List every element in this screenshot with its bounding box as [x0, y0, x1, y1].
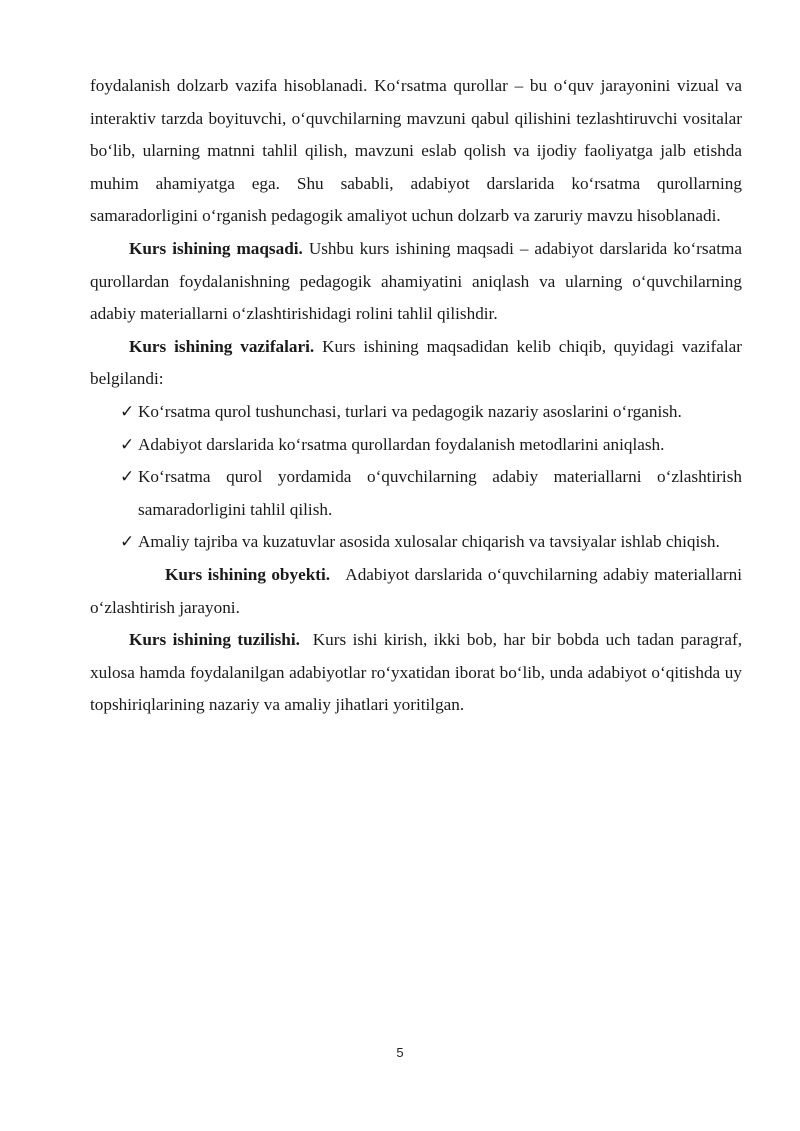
task-item-text: Ko‘rsatma qurol tushunchasi, turlari va pedagogik nazariy asoslarini o‘rganish. [138, 401, 682, 421]
body-text [90, 70, 747, 722]
checkmark-icon: ✓ [120, 532, 135, 553]
tasks-text: Kurs ishining maqsadidan kelib chiqib, quyidagi vazifalar belgilandi: [90, 336, 743, 389]
tasks-paragraph [90, 331, 742, 396]
goal-paragraph [90, 233, 742, 331]
page-number: 5 [396, 1045, 404, 1060]
task-item-text: Ko‘rsatma qurol yordamida o‘quvchilarning adabiy materiallarni o‘zlashtirish samaradorligini tahlil qilish. [138, 467, 742, 519]
object-text: Adabiyot darslarida o‘quvchilarning adabiy materiallarni o‘zlashtirish jarayoni. [90, 564, 747, 617]
list-item [90, 396, 742, 429]
task-item-text: Amaliy tajriba va kuzatuvlar asosida xulosalar chiqarish va tavsiyalar ishlab chiqish. [138, 532, 720, 552]
structure-heading: Kurs ishining tuzilishi. [129, 630, 300, 650]
list-item [90, 429, 742, 462]
task-list [90, 396, 742, 559]
list-item [90, 461, 742, 526]
tasks-heading: Kurs ishining vazifalari. [129, 336, 315, 356]
structure-paragraph [90, 624, 747, 722]
object-paragraph [90, 559, 747, 624]
object-heading: Kurs ishining obyekti. [165, 564, 331, 584]
checkmark-icon: ✓ [120, 467, 135, 488]
intro-paragraph: foydalanish dolzarb vazifa hisoblanadi. Ko‘rsatma qurollar – bu o‘quv jarayonini vizual va interaktiv tarzda boyituvchi, o‘quvchilarning mavzuni qabul qilishini tezlashtiruvchi vositalar bo‘lib, ularning matnni tahlil qilish, mavzuni eslab qolish va ijodiy faoliyatga jalb etishda muhim ahamiyatga ega. Shu sababli, adabiyot darslarida ko‘rsatma qurollarning samaradorligini o‘rganish pedagogik amaliyot uchun dolzarb va zaruriy mavzu hisoblanadi. [90, 76, 742, 226]
task-item-text: Adabiyot darslarida ko‘rsatma qurollardan foydalanish metodlarini aniqlash. [138, 434, 665, 454]
structure-text: Kurs ishi kirish, ikki bob, har bir bobda uch tadan paragraf, xulosa hamda foydalanilgan adabiyotlar ro‘yxatidan iborat bo‘lib, unda adabiyot o‘qitishda uy topshiriqlarining nazariy va amaliy jihatlari yoritilgan. [90, 630, 747, 715]
goal-heading: Kurs ishining maqsadi. [129, 238, 303, 258]
checkmark-icon: ✓ [120, 401, 135, 422]
list-item [90, 526, 742, 559]
checkmark-icon: ✓ [120, 434, 135, 455]
goal-text: Ushbu kurs ishining maqsadi – adabiyot darslarida ko‘rsatma qurollardan foydalanishning pedagogik ahamiyatini aniqlash va ularning o‘quvchilarning adabiy materiallarni o‘zlashtirishidagi rolini tahlil qilishdir. [90, 238, 742, 324]
